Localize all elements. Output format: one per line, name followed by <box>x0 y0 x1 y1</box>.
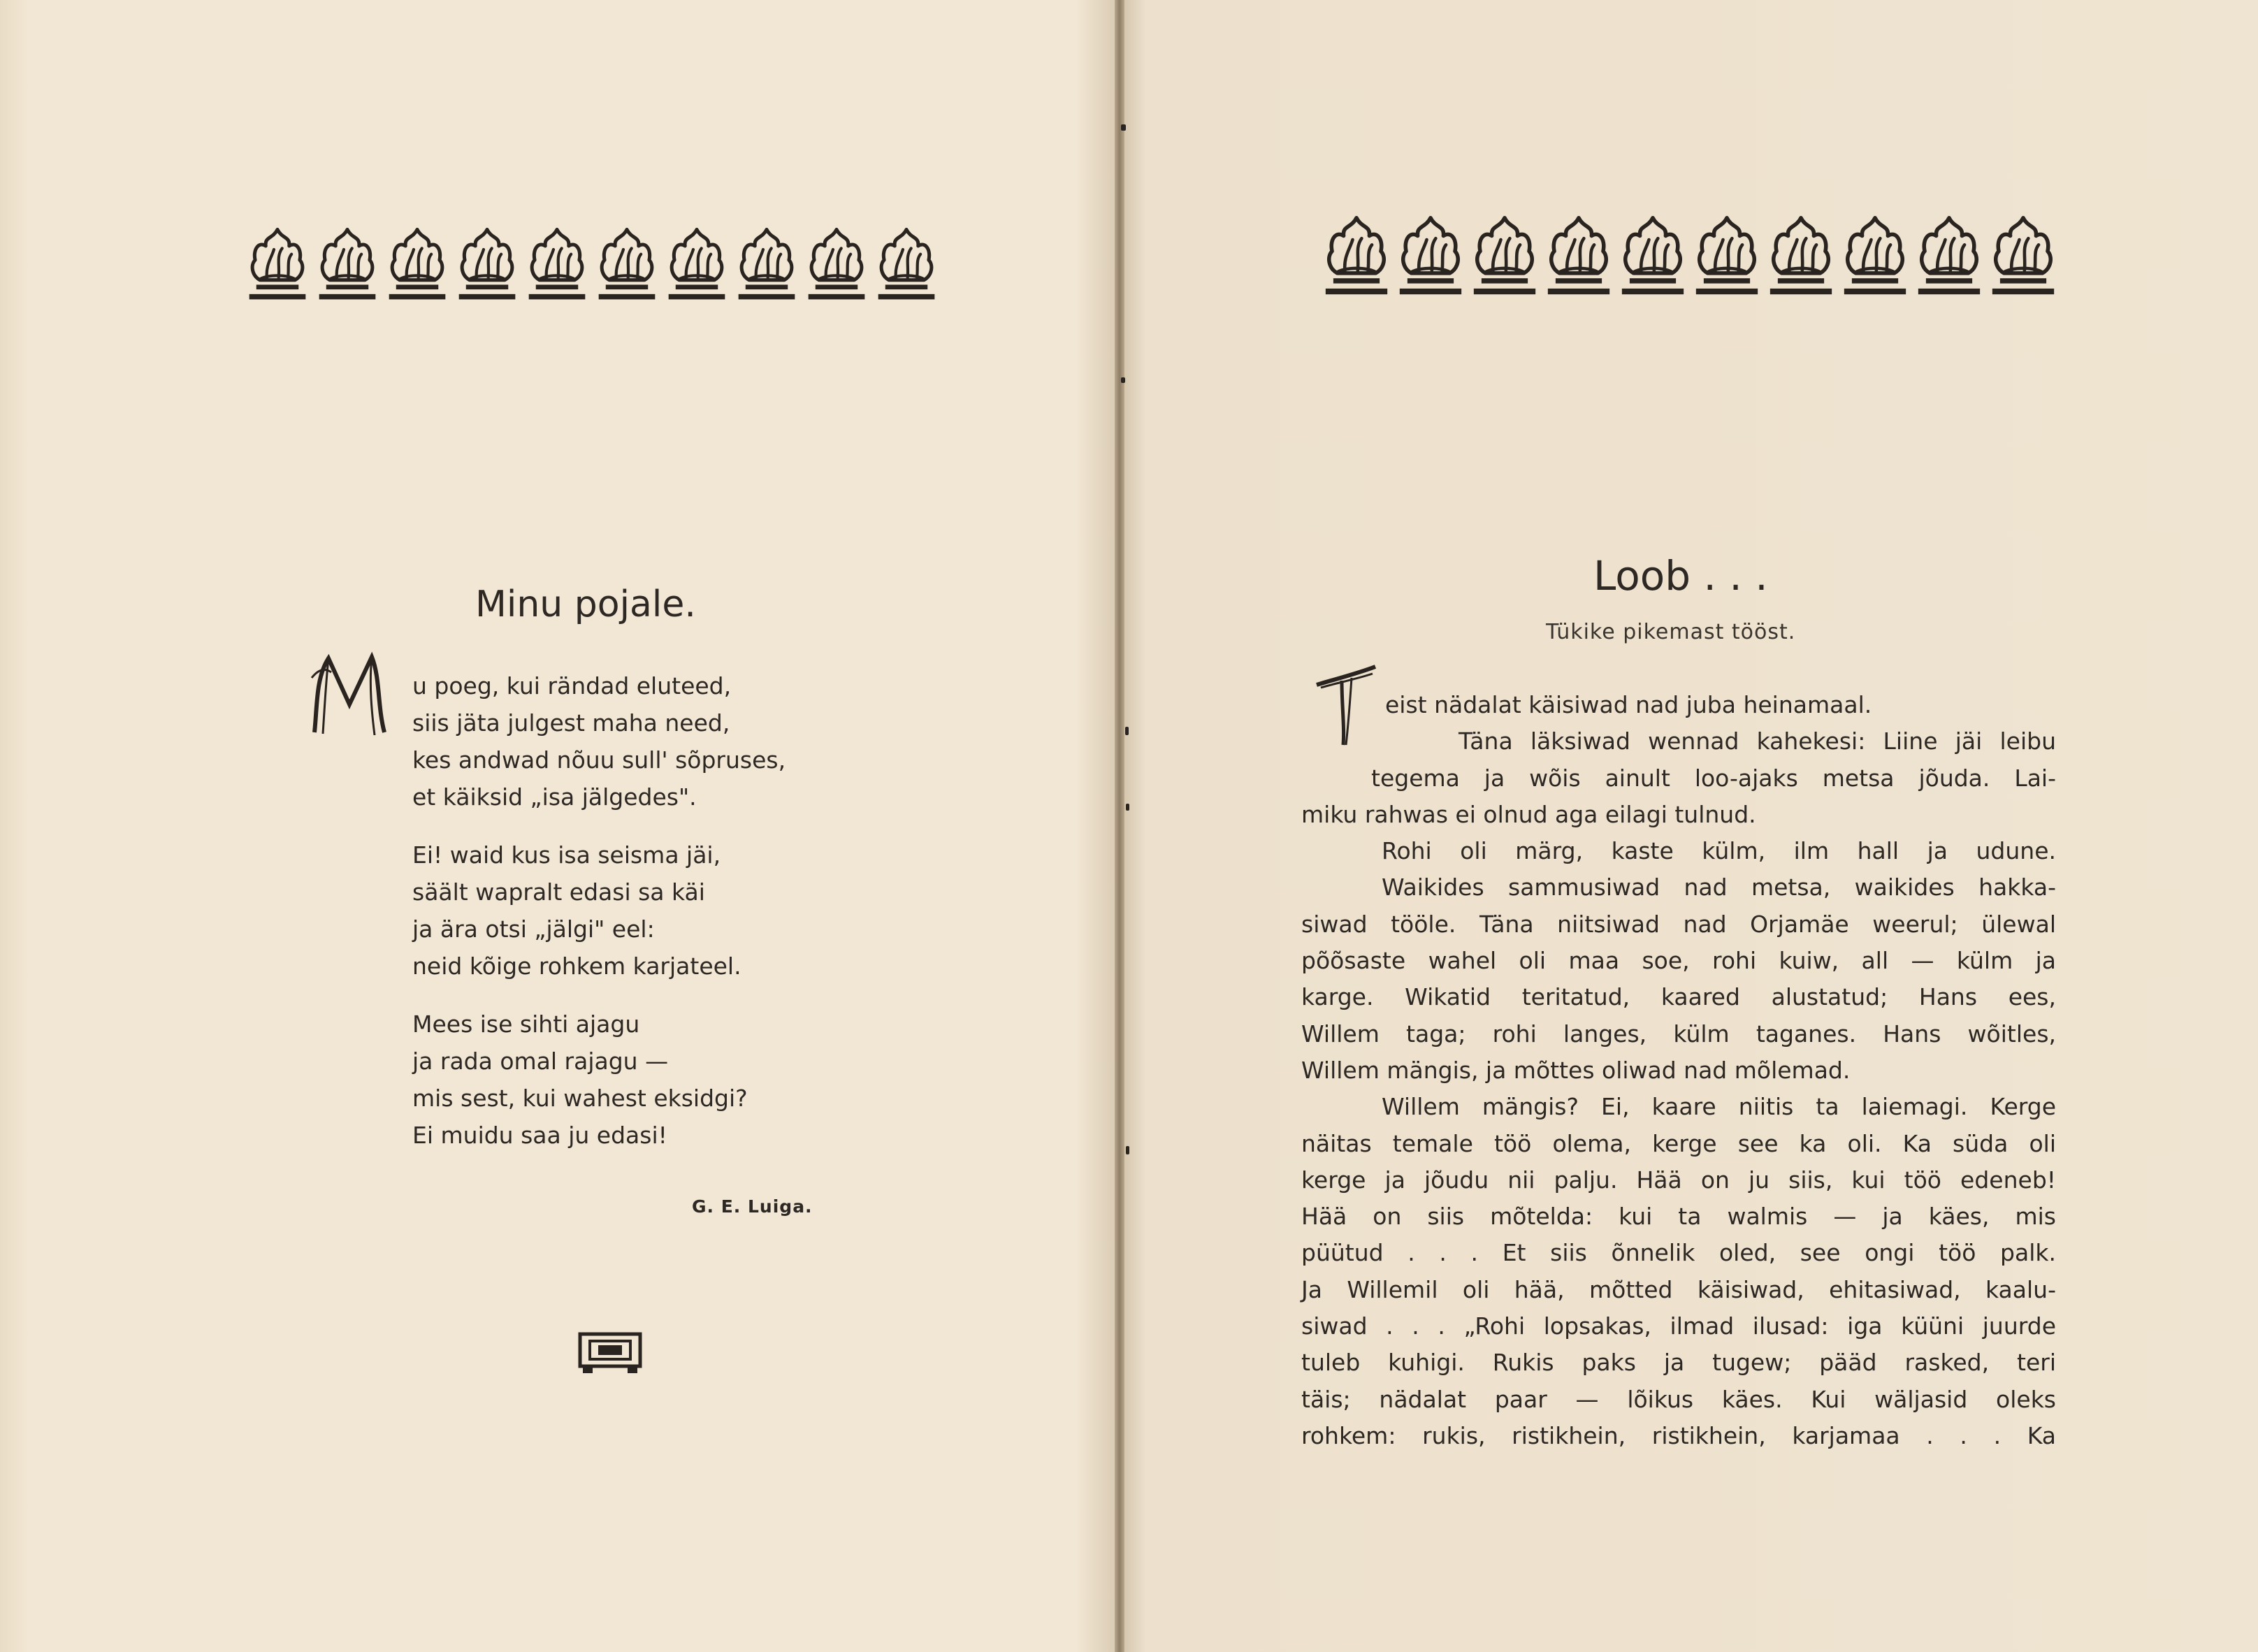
story-line: tuleb kuhigi. Rukis paks ja tugew; pääd rasked, teri <box>1301 1349 2056 1377</box>
poem-line: säält wapralt edasi sa käi <box>412 878 705 906</box>
poem-line: et käiksid „isa jälgedes". <box>412 783 697 811</box>
flame-icon <box>667 225 726 303</box>
flame-icon <box>1769 213 1833 298</box>
story-line: siwad . . . „Rohi lopsakas, ilmad ilusad: iga küüni juurde <box>1301 1312 2056 1340</box>
flame-icon <box>1547 213 1611 298</box>
gutter-mark <box>1121 124 1126 131</box>
story-line: rohkem: rukis, ristikhein, ristikhein, karjamaa . . . Ka <box>1301 1421 2056 1449</box>
gutter-mark <box>1126 804 1129 811</box>
story-line: Rohi oli märg, kaste külm, ilm hall ja udune. <box>1382 837 2056 865</box>
flame-icon <box>598 225 656 303</box>
flame-icon <box>877 225 936 303</box>
flame-icon <box>248 225 307 303</box>
flame-icon <box>388 225 447 303</box>
gutter-mark <box>1126 1146 1129 1154</box>
story-line: Willem mängis, ja mõttes oliwad nad mõlemad. <box>1301 1056 1851 1084</box>
flame-icon <box>737 225 796 303</box>
poem-line: mis sest, kui wahest eksidgi? <box>412 1085 748 1112</box>
flame-icon <box>458 225 516 303</box>
flame-icon <box>1991 213 2055 298</box>
colophon-ornament <box>577 1331 643 1375</box>
flame-icon <box>807 225 866 303</box>
flame-icon <box>1843 213 1907 298</box>
flame-icon <box>1917 213 1981 298</box>
story-line: eist nädalat käisiwad nad juba heinamaal. <box>1385 691 1872 718</box>
story-line: püütud . . . Et siis õnnelik oled, see ongi töö palk. <box>1301 1239 2056 1267</box>
story-title: Loob . . . <box>1593 552 1768 600</box>
flame-icon <box>528 225 586 303</box>
poem-line: ja rada omal rajagu — <box>412 1048 669 1075</box>
story-line: Waikides sammusiwad nad metsa, waikides hakka- <box>1382 874 2056 901</box>
poem-author: G. E. Luiga. <box>692 1196 813 1217</box>
flame-icon <box>1324 213 1389 298</box>
poem-title: Minu pojale. <box>475 584 696 625</box>
poem-body <box>412 667 860 1175</box>
flame-ornament-row-left <box>248 225 947 303</box>
flame-icon <box>318 225 377 303</box>
story-line: karge. Wikatid teritatud, kaared alustatud; Hans ees, <box>1301 983 2056 1011</box>
poem-line: Ei muidu saa ju edasi! <box>412 1122 667 1149</box>
flame-icon <box>1621 213 1685 298</box>
flame-icon <box>1398 213 1463 298</box>
poem-line: Mees ise sihti ajagu <box>412 1010 640 1038</box>
poem-stanza-2 <box>412 836 860 985</box>
story-line: miku rahwas ei olnud aga eilagi tulnud. <box>1301 800 1756 828</box>
book-gutter <box>1115 0 1124 1652</box>
flame-icon <box>1472 213 1537 298</box>
story-line: Täna läksiwad wennad kahekesi: Liine jäi leibu <box>1459 727 2056 755</box>
poem-stanza-1 <box>412 667 860 816</box>
story-line: täis; nädalat paar — lõikus käes. Kui wäljasid oleks <box>1301 1385 2056 1413</box>
story-subtitle: Tükike pikemast tööst. <box>1546 620 1796 644</box>
poem-line: siis jäta julgest maha need, <box>412 709 730 737</box>
story-line: kerge ja jõudu nii palju. Hää on ju siis, kui töö edeneb! <box>1301 1166 2056 1194</box>
story-line: Ja Willemil oli hää, mõtted käisiwad, ehitasiwad, kaalu- <box>1301 1275 2056 1303</box>
story-line: tegema ja wõis ainult loo-ajaks metsa jõuda. Lai- <box>1371 764 2056 792</box>
story-line: põõsaste wahel oli maa soe, rohi kuiw, all — külm ja <box>1301 947 2056 975</box>
story-line: Hää on siis mõtelda: kui ta walmis — ja käes, mis <box>1301 1203 2056 1231</box>
poem-line: ja ära otsi „jälgi" eel: <box>412 915 655 943</box>
poem-line: Ei! waid kus isa seisma jäi, <box>412 841 721 869</box>
poem-line: kes andwad nõuu sull' sõpruses, <box>412 746 786 774</box>
story-line: Willem mängis? Ei, kaare niitis ta laiemagi. Kerge <box>1382 1093 2056 1121</box>
flame-icon <box>1695 213 1759 298</box>
story-line: siwad tööle. Täna niitsiwad nad Orjamäe weerul; ülewal <box>1301 910 2056 938</box>
poem-line: u poeg, kui rändad eluteed, <box>412 672 732 700</box>
story-line: näitas temale töö olema, kerge see ka oli. Ka süda oli <box>1301 1129 2056 1157</box>
gutter-mark <box>1121 377 1125 383</box>
poem-line: neid kõige rohkem karjateel. <box>412 952 741 980</box>
story-body <box>1301 687 2056 1454</box>
story-line: Willem taga; rohi langes, külm taganes. Hans wõitles, <box>1301 1020 2056 1048</box>
gutter-mark <box>1125 727 1129 735</box>
drop-cap-m-ornament <box>307 650 391 741</box>
flame-ornament-row-right <box>1324 213 2065 298</box>
poem-stanza-3 <box>412 1006 860 1154</box>
left-page <box>0 0 1118 1652</box>
